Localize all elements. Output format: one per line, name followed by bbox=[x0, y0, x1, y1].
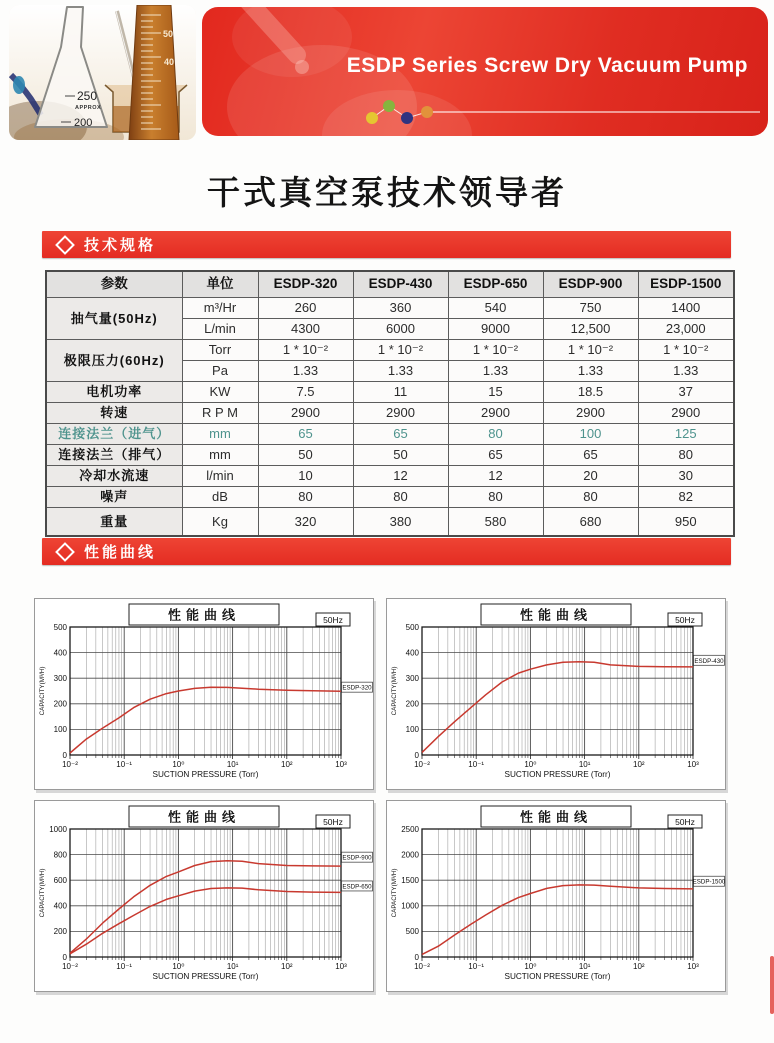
y-tick-label: 600 bbox=[53, 876, 67, 885]
header-banner bbox=[202, 7, 768, 136]
x-tick-label: 10³ bbox=[687, 760, 699, 769]
unit-cell: l/min bbox=[182, 466, 258, 487]
y-tick-label: 1000 bbox=[49, 824, 67, 834]
curve-ESDP-430 bbox=[422, 662, 693, 753]
x-tick-label: 10⁻² bbox=[414, 760, 430, 769]
value-cell: 2900 bbox=[353, 403, 448, 424]
param-cell: 连接法兰（排气） bbox=[46, 445, 182, 466]
unit-cell: mm bbox=[182, 424, 258, 445]
y-tick-label: 800 bbox=[53, 850, 67, 860]
freq-badge: 50Hz bbox=[323, 615, 343, 625]
curve-ESDP-900 bbox=[70, 861, 341, 954]
x-axis-label: SUCTION PRESSURE (Torr) bbox=[152, 770, 259, 779]
value-cell: 580 bbox=[448, 508, 543, 537]
series-label: ESDP-1500 bbox=[692, 878, 725, 886]
page-title: 干式真空泵技术领导者 bbox=[207, 174, 567, 211]
spec-table-body bbox=[46, 298, 734, 537]
y-tick-label: 300 bbox=[405, 674, 419, 683]
x-tick-label: 10⁰ bbox=[172, 760, 185, 769]
value-cell: 12 bbox=[448, 466, 543, 487]
spec-table-head bbox=[46, 271, 734, 298]
value-cell: 7.5 bbox=[258, 382, 353, 403]
y-tick-label: 2000 bbox=[401, 850, 419, 860]
x-tick-label: 10² bbox=[281, 962, 293, 971]
value-cell: 680 bbox=[543, 508, 638, 537]
chart-svg bbox=[387, 599, 725, 789]
series-label: ESDP-430 bbox=[694, 657, 724, 665]
chart-svg bbox=[387, 801, 725, 991]
x-axis-label: SUCTION PRESSURE (Torr) bbox=[504, 770, 611, 779]
scan-artifact-strip bbox=[770, 956, 774, 1014]
value-cell: 9000 bbox=[448, 319, 543, 340]
curve-ESDP-650 bbox=[70, 888, 341, 954]
unit-cell: R P M bbox=[182, 403, 258, 424]
table-row bbox=[46, 403, 734, 424]
value-cell: 1.33 bbox=[258, 361, 353, 382]
value-cell: 80 bbox=[353, 487, 448, 508]
x-tick-label: 10⁻¹ bbox=[468, 760, 485, 769]
unit-cell: Kg bbox=[182, 508, 258, 537]
y-tick-label: 400 bbox=[53, 901, 67, 911]
flask-200-label: 200 bbox=[74, 117, 93, 129]
y-tick-label: 500 bbox=[405, 927, 419, 937]
curve-ESDP-320 bbox=[70, 687, 341, 753]
unit-cell: Pa bbox=[182, 361, 258, 382]
table-row bbox=[46, 298, 734, 319]
y-tick-label: 100 bbox=[405, 725, 419, 735]
curve-ESDP-1500 bbox=[422, 885, 693, 955]
value-cell: 1.33 bbox=[448, 361, 543, 382]
value-cell: 2900 bbox=[258, 403, 353, 424]
unit-cell: KW bbox=[182, 382, 258, 403]
value-cell: 380 bbox=[353, 508, 448, 537]
section-header-specs bbox=[42, 231, 731, 258]
y-tick-label: 500 bbox=[53, 622, 67, 632]
cylinder-shape bbox=[129, 5, 179, 140]
param-cell: 转速 bbox=[46, 403, 182, 424]
column-header: 参数 bbox=[46, 271, 182, 298]
freq-badge: 50Hz bbox=[323, 817, 343, 827]
y-tick-label: 2500 bbox=[401, 824, 419, 834]
value-cell: 6000 bbox=[353, 319, 448, 340]
x-tick-label: 10⁰ bbox=[172, 962, 185, 971]
value-cell: 100 bbox=[543, 424, 638, 445]
y-tick-label: 200 bbox=[405, 699, 419, 709]
x-tick-label: 10¹ bbox=[578, 962, 591, 971]
y-tick-label: 100 bbox=[53, 725, 67, 735]
y-tick-label: 300 bbox=[53, 674, 67, 683]
performance-chart-panel-3 bbox=[34, 800, 374, 992]
x-tick-label: 10³ bbox=[335, 962, 347, 971]
value-cell: 540 bbox=[448, 298, 543, 319]
y-tick-label: 400 bbox=[53, 648, 67, 658]
y-tick-label: 0 bbox=[62, 952, 67, 962]
x-tick-label: 10⁻² bbox=[414, 962, 430, 971]
y-tick-label: 200 bbox=[53, 927, 67, 937]
y-tick-label: 1500 bbox=[401, 876, 419, 885]
chart-title: 性能曲线 bbox=[167, 607, 241, 623]
chart-title: 性能曲线 bbox=[519, 607, 593, 623]
value-cell: 20 bbox=[543, 466, 638, 487]
x-tick-label: 10² bbox=[633, 760, 645, 769]
dot-orange bbox=[421, 106, 433, 118]
param-cell: 噪声 bbox=[46, 487, 182, 508]
y-tick-label: 0 bbox=[414, 952, 419, 962]
value-cell: 80 bbox=[258, 487, 353, 508]
value-cell: 2900 bbox=[638, 403, 734, 424]
unit-cell: mm bbox=[182, 445, 258, 466]
y-tick-label: 200 bbox=[53, 699, 67, 709]
value-cell: 11 bbox=[353, 382, 448, 403]
value-cell: 65 bbox=[353, 424, 448, 445]
y-axis-label: CAPACITY(M³/H) bbox=[39, 666, 46, 716]
freq-badge: 50Hz bbox=[675, 615, 695, 625]
banner-title: ESDP Series Screw Dry Vacuum Pump bbox=[346, 54, 748, 77]
value-cell: 1 * 10⁻² bbox=[638, 340, 734, 361]
param-cell: 极限压力(60Hz) bbox=[46, 340, 182, 382]
value-cell: 10 bbox=[258, 466, 353, 487]
cylinder-40-label: 40 bbox=[164, 57, 175, 67]
value-cell: 23,000 bbox=[638, 319, 734, 340]
param-cell: 重量 bbox=[46, 508, 182, 537]
value-cell: 37 bbox=[638, 382, 734, 403]
section-header-curves bbox=[42, 538, 731, 565]
table-row bbox=[46, 340, 734, 361]
value-cell: 1.33 bbox=[353, 361, 448, 382]
table-row bbox=[46, 466, 734, 487]
x-tick-label: 10⁰ bbox=[524, 760, 537, 769]
value-cell: 4300 bbox=[258, 319, 353, 340]
flask-250-label: 250 bbox=[77, 89, 98, 103]
value-cell: 65 bbox=[448, 445, 543, 466]
cylinder-50-label: 50 bbox=[163, 29, 174, 39]
value-cell: 18.5 bbox=[543, 382, 638, 403]
table-row bbox=[46, 508, 734, 537]
chart-svg bbox=[35, 599, 373, 789]
value-cell: 260 bbox=[258, 298, 353, 319]
dot-navy bbox=[401, 112, 413, 124]
param-cell: 抽气量(50Hz) bbox=[46, 298, 182, 340]
column-header: ESDP-320 bbox=[258, 271, 353, 298]
chart-svg bbox=[35, 801, 373, 991]
column-header: ESDP-900 bbox=[543, 271, 638, 298]
value-cell: 2900 bbox=[543, 403, 638, 424]
diamond-icon bbox=[55, 235, 75, 255]
value-cell: 12 bbox=[353, 466, 448, 487]
value-cell: 65 bbox=[543, 445, 638, 466]
series-label: ESDP-650 bbox=[342, 883, 372, 891]
unit-cell: L/min bbox=[182, 319, 258, 340]
x-tick-label: 10³ bbox=[335, 760, 347, 769]
unit-cell: dB bbox=[182, 487, 258, 508]
series-label: ESDP-320 bbox=[342, 684, 372, 692]
dot-green bbox=[383, 100, 395, 112]
x-tick-label: 10¹ bbox=[578, 760, 591, 769]
chart-title: 性能曲线 bbox=[167, 809, 241, 825]
x-tick-label: 10⁻¹ bbox=[116, 760, 133, 769]
series-label: ESDP-900 bbox=[342, 854, 372, 862]
x-tick-label: 10² bbox=[633, 962, 645, 971]
value-cell: 360 bbox=[353, 298, 448, 319]
y-axis-label: CAPACITY(M³/H) bbox=[39, 868, 46, 918]
table-row bbox=[46, 382, 734, 403]
value-cell: 80 bbox=[448, 424, 543, 445]
spec-table bbox=[45, 270, 735, 537]
x-tick-label: 10⁻² bbox=[62, 962, 78, 971]
value-cell: 2900 bbox=[448, 403, 543, 424]
glassware-illustration bbox=[9, 5, 196, 140]
value-cell: 1 * 10⁻² bbox=[353, 340, 448, 361]
y-tick-label: 0 bbox=[414, 750, 419, 760]
chart-title: 性能曲线 bbox=[519, 809, 593, 825]
value-cell: 82 bbox=[638, 487, 734, 508]
x-tick-label: 10³ bbox=[687, 962, 699, 971]
x-tick-label: 10¹ bbox=[226, 962, 239, 971]
param-cell: 冷却水流速 bbox=[46, 466, 182, 487]
value-cell: 80 bbox=[448, 487, 543, 508]
unit-cell: Torr bbox=[182, 340, 258, 361]
value-cell: 65 bbox=[258, 424, 353, 445]
value-cell: 1 * 10⁻² bbox=[543, 340, 638, 361]
value-cell: 950 bbox=[638, 508, 734, 537]
dot-yellow bbox=[366, 112, 378, 124]
param-cell: 电机功率 bbox=[46, 382, 182, 403]
section-label: 性能曲线 bbox=[84, 544, 157, 561]
y-tick-label: 400 bbox=[405, 648, 419, 658]
value-cell: 80 bbox=[638, 445, 734, 466]
performance-chart-panel-2 bbox=[386, 598, 726, 790]
table-row bbox=[46, 424, 734, 445]
y-axis-label: CAPACITY(M³/H) bbox=[391, 868, 398, 918]
x-tick-label: 10⁰ bbox=[524, 962, 537, 971]
table-row bbox=[46, 487, 734, 508]
lab-glassware-photo bbox=[9, 5, 196, 140]
unit-cell: m³/Hr bbox=[182, 298, 258, 319]
x-axis-label: SUCTION PRESSURE (Torr) bbox=[504, 972, 611, 981]
value-cell: 15 bbox=[448, 382, 543, 403]
column-header: 单位 bbox=[182, 271, 258, 298]
x-tick-label: 10⁻¹ bbox=[116, 962, 133, 971]
value-cell: 1.33 bbox=[543, 361, 638, 382]
column-header: ESDP-650 bbox=[448, 271, 543, 298]
freq-badge: 50Hz bbox=[675, 817, 695, 827]
column-header: ESDP-1500 bbox=[638, 271, 734, 298]
value-cell: 12,500 bbox=[543, 319, 638, 340]
value-cell: 30 bbox=[638, 466, 734, 487]
section-label: 技术规格 bbox=[84, 237, 157, 254]
table-row bbox=[46, 445, 734, 466]
value-cell: 1 * 10⁻² bbox=[258, 340, 353, 361]
value-cell: 320 bbox=[258, 508, 353, 537]
y-tick-label: 500 bbox=[405, 622, 419, 632]
flask-approx-label: APPROX bbox=[75, 105, 102, 111]
diamond-icon bbox=[55, 542, 75, 562]
column-header: ESDP-430 bbox=[353, 271, 448, 298]
performance-chart-panel-4 bbox=[386, 800, 726, 992]
y-axis-label: CAPACITY(M³/H) bbox=[391, 666, 398, 716]
y-tick-label: 0 bbox=[62, 750, 67, 760]
x-tick-label: 10² bbox=[281, 760, 293, 769]
value-cell: 1400 bbox=[638, 298, 734, 319]
value-cell: 750 bbox=[543, 298, 638, 319]
param-cell: 连接法兰（进气） bbox=[46, 424, 182, 445]
performance-chart-panel-1 bbox=[34, 598, 374, 790]
value-cell: 50 bbox=[353, 445, 448, 466]
x-tick-label: 10⁻¹ bbox=[468, 962, 485, 971]
value-cell: 1.33 bbox=[638, 361, 734, 382]
value-cell: 80 bbox=[543, 487, 638, 508]
value-cell: 1 * 10⁻² bbox=[448, 340, 543, 361]
value-cell: 50 bbox=[258, 445, 353, 466]
x-tick-label: 10¹ bbox=[226, 760, 239, 769]
x-tick-label: 10⁻² bbox=[62, 760, 78, 769]
value-cell: 125 bbox=[638, 424, 734, 445]
y-tick-label: 1000 bbox=[401, 901, 419, 911]
x-axis-label: SUCTION PRESSURE (Torr) bbox=[152, 972, 259, 981]
